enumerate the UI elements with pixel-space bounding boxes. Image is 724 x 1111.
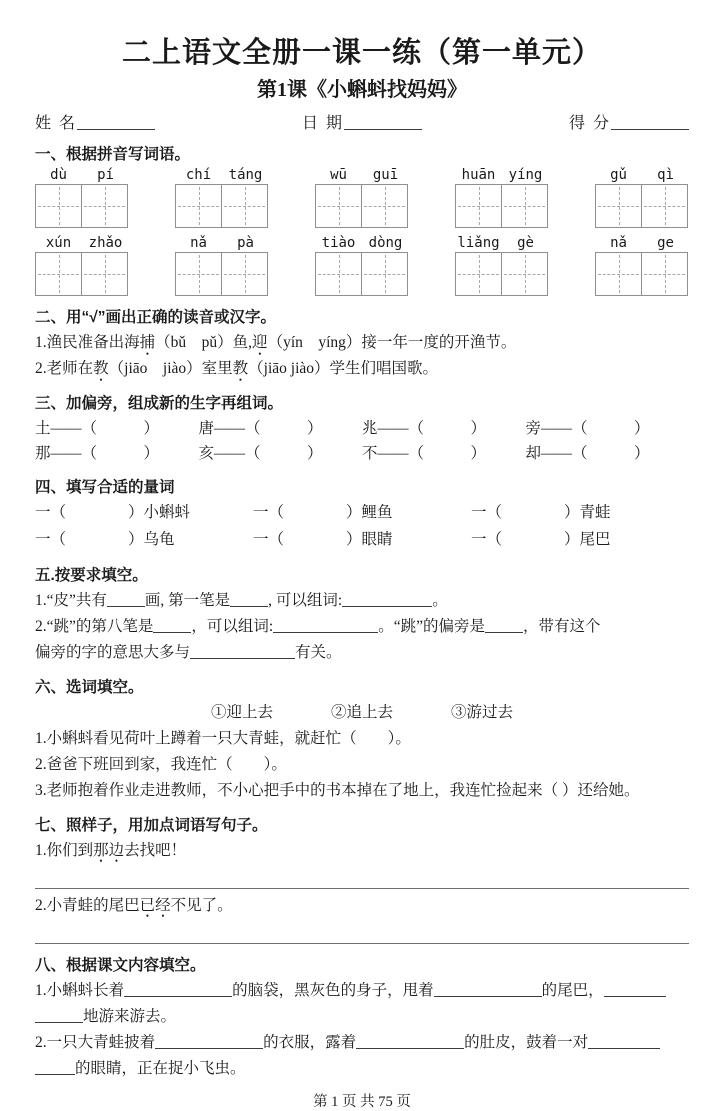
- answer-line[interactable]: [35, 919, 689, 944]
- pinyin-syllable: nǎ: [610, 235, 627, 251]
- page-title: 二上语文全册一课一练（第一单元）: [121, 37, 602, 69]
- text-segment: 地游来游去。: [83, 1007, 177, 1025]
- pinyin-word-group: [455, 167, 549, 228]
- text-segment: （jiāo jiào）室里: [108, 360, 233, 378]
- pinyin-syllable: tiào: [321, 235, 356, 251]
- writing-grid[interactable]: [455, 184, 549, 228]
- pinyin-label: [315, 235, 409, 251]
- grid-cell[interactable]: [595, 252, 642, 296]
- measure-row-1: [35, 500, 689, 527]
- pinyin-label: [595, 167, 689, 183]
- cloze-sentence: [35, 1056, 689, 1082]
- measure-item: 一（ ）青蛙: [471, 504, 611, 522]
- text-segment: （bǔ pǔ）鱼,: [155, 334, 253, 351]
- blank-line[interactable]: [35, 1059, 75, 1075]
- text-segment: 的尾巴，: [541, 981, 604, 999]
- radical-item: 那——（ ）: [35, 445, 160, 463]
- cloze-sentence: [35, 1004, 689, 1030]
- grid-cell[interactable]: [175, 184, 222, 228]
- measure-item: 一（ ）乌龟: [35, 530, 175, 548]
- pinyin-label: [35, 235, 129, 251]
- writing-grid[interactable]: [175, 252, 269, 296]
- grid-cell[interactable]: [315, 252, 362, 296]
- dotted-word: 捕: [139, 334, 156, 351]
- grid-cell[interactable]: [175, 252, 222, 296]
- grid-cell[interactable]: [502, 252, 548, 296]
- page-number: 第 1 页 共 75 页: [313, 1094, 411, 1110]
- pinyin-syllable: pí: [97, 167, 114, 183]
- pinyin-label: [455, 235, 549, 251]
- text-segment: 的脑袋，黑灰色的身子，甩着: [232, 981, 434, 999]
- pinyin-word-group: [315, 235, 409, 296]
- date-field: [302, 110, 422, 133]
- pinyin-word-group: [35, 167, 129, 228]
- blank-line[interactable]: [604, 981, 666, 997]
- word-option: ①迎上去: [210, 703, 273, 721]
- fill-blank-sentence: [35, 588, 689, 614]
- grid-cell[interactable]: [315, 184, 362, 228]
- measure-item: 一（ ）尾巴: [471, 530, 611, 548]
- writing-grid[interactable]: [175, 184, 269, 228]
- writing-grid[interactable]: [315, 252, 409, 296]
- score-field: [569, 110, 689, 133]
- text-segment: 的肚皮，鼓着一对: [464, 1033, 589, 1051]
- dotted-word: 迎: [252, 334, 268, 351]
- name-field: [35, 110, 155, 133]
- blank-line[interactable]: [124, 981, 232, 997]
- blank-line[interactable]: [230, 591, 268, 607]
- word-option: ②追上去: [330, 703, 393, 721]
- pinyin-word-group: [35, 235, 129, 296]
- choice-sentence: 1.小蝌蚪看见荷叶上蹲着一只大青蛙，就赶忙（ ）。: [35, 729, 411, 747]
- pinyin-syllable: dòng: [368, 235, 403, 251]
- text-segment: 1.“皮”共有: [35, 591, 107, 609]
- text-segment: 有关。: [295, 643, 342, 661]
- pinyin-syllable: liǎng: [457, 235, 500, 251]
- pinyin-word-group: [455, 235, 549, 296]
- grid-cell[interactable]: [362, 184, 408, 228]
- text-segment: 1.你们到: [35, 841, 94, 859]
- pinyin-syllable: pà: [237, 235, 254, 251]
- text-segment: 的眼睛，正在捉小飞虫。: [75, 1059, 246, 1077]
- dotted-word: 那边: [93, 841, 125, 859]
- exercise-sentence: [35, 330, 689, 356]
- pinyin-syllable: gè: [517, 235, 534, 251]
- grid-cell[interactable]: [455, 184, 502, 228]
- grid-cell[interactable]: [455, 252, 502, 296]
- blank-line[interactable]: [155, 1033, 263, 1049]
- section-3-heading: 三、加偏旁，组成新的生字再组词。: [35, 395, 284, 413]
- pinyin-syllable: huān: [461, 167, 496, 183]
- text-segment: （jiāo jiào）学生们唱国歌。: [248, 360, 439, 378]
- grid-cell[interactable]: [35, 184, 82, 228]
- text-segment: 2.老师在: [35, 360, 94, 378]
- exercise-sentence: [35, 356, 689, 382]
- cloze-sentence: [35, 978, 689, 1004]
- pinyin-label: [455, 167, 549, 183]
- radical-item: 旁——（ ）: [525, 420, 650, 438]
- fill-blank-sentence: [35, 614, 689, 640]
- pinyin-syllable: qì: [657, 167, 674, 183]
- writing-grid[interactable]: [315, 184, 409, 228]
- answer-line[interactable]: [35, 864, 689, 889]
- measure-row-2: [35, 527, 689, 554]
- pinyin-syllable: dù: [50, 167, 67, 183]
- dotted-word: 教: [232, 360, 249, 378]
- radical-item: 却——（ ）: [525, 445, 650, 463]
- writing-grid[interactable]: [595, 184, 689, 228]
- grid-cell[interactable]: [82, 184, 128, 228]
- text-segment: 画, 第一笔是: [144, 591, 231, 609]
- radical-item: 亥——（ ）: [198, 445, 323, 463]
- blank-line[interactable]: [434, 981, 542, 997]
- writing-grid[interactable]: [455, 252, 549, 296]
- radical-item: 不——（ ）: [362, 445, 487, 463]
- pinyin-label: [35, 167, 129, 183]
- text-segment: , 可以组词:: [268, 591, 343, 609]
- blank-line[interactable]: [107, 591, 145, 607]
- text-segment: ，带有这个: [522, 617, 601, 635]
- lesson-subtitle: 第1课《小蝌蚪找妈妈》: [257, 79, 467, 101]
- section-6-heading: 六、选词填空。: [35, 678, 144, 696]
- pinyin-syllable: táng: [228, 167, 263, 183]
- text-segment: （yín yíng）接一年一度的开渔节。: [267, 334, 517, 351]
- blank-line[interactable]: [190, 643, 295, 659]
- grid-cell[interactable]: [502, 184, 548, 228]
- radical-row-1: [35, 416, 689, 441]
- score-label: 得 分: [568, 115, 611, 132]
- section-8-heading: 八、根据课文内容填空。: [35, 956, 206, 974]
- dotted-word: 已经: [139, 896, 171, 914]
- fill-blank-sentence: [35, 640, 689, 666]
- section-2-heading: 二、用“√”画出正确的读音或汉字。: [35, 309, 277, 326]
- blank-line[interactable]: [588, 1033, 660, 1049]
- writing-grid[interactable]: [35, 252, 129, 296]
- pinyin-word-group: [175, 167, 269, 228]
- choice-sentence: 3.老师抱着作业走进教师，不小心把手中的书本掉在了地上，我连忙捡起来（ ）还给她。: [35, 781, 640, 799]
- blank-line[interactable]: [342, 591, 432, 607]
- section-1-heading: 一、根据拼音写词语。: [35, 146, 191, 163]
- pinyin-row-1: [35, 167, 689, 228]
- section-5-heading: 五.按要求填空。: [35, 566, 148, 584]
- pinyin-syllable: nǎ: [190, 235, 207, 251]
- measure-item: 一（ ）眼睛: [253, 530, 393, 548]
- measure-item: 一（ ）鲤鱼: [253, 504, 393, 522]
- grid-cell[interactable]: [35, 252, 82, 296]
- text-segment: 2.小青蛙的尾巴: [35, 896, 140, 914]
- pinyin-label: [315, 167, 409, 183]
- text-segment: 。: [432, 591, 448, 609]
- text-segment: 的衣服，露着: [263, 1033, 357, 1051]
- grid-cell[interactable]: [362, 252, 408, 296]
- radical-row-2: [35, 441, 689, 466]
- pinyin-syllable: guī: [372, 167, 399, 183]
- measure-item: 一（ ）小蝌蚪: [35, 504, 191, 522]
- pinyin-syllable: xún: [45, 235, 72, 251]
- example-sentence: [35, 893, 689, 919]
- text-segment: 偏旁的字的意思大多与: [35, 643, 191, 661]
- blank-line[interactable]: [485, 617, 523, 633]
- text-segment: 。“跳”的偏旁是: [378, 617, 485, 635]
- grid-cell[interactable]: [222, 252, 268, 296]
- writing-grid[interactable]: [595, 252, 689, 296]
- text-segment: 2.“跳”的第八笔是: [35, 617, 154, 635]
- pinyin-syllable: yíng: [508, 167, 543, 183]
- pinyin-syllable: zhǎo: [88, 235, 123, 251]
- radical-item: 兆——（ ）: [362, 420, 487, 438]
- pinyin-label: [595, 235, 689, 251]
- text-segment: 不见了。: [170, 896, 233, 914]
- pinyin-label: [175, 235, 269, 251]
- cloze-sentence: [35, 1030, 689, 1056]
- grid-cell[interactable]: [642, 252, 688, 296]
- date-label: 日 期: [301, 115, 344, 132]
- pinyin-word-group: [315, 167, 409, 228]
- choice-sentence: 2.爸爸下班回到家，我连忙（ ）。: [35, 755, 287, 773]
- section-4-heading: 四、填写合适的量词: [35, 479, 175, 497]
- pinyin-label: [175, 167, 269, 183]
- radical-item: 土——（ ）: [35, 420, 160, 438]
- blank-line[interactable]: [153, 617, 191, 633]
- radical-item: 唐——（ ）: [198, 420, 323, 438]
- text-segment: 1.小蝌蚪长着: [35, 981, 125, 999]
- date-blank[interactable]: [344, 114, 422, 130]
- header-fields: [35, 110, 689, 133]
- dotted-word: 教: [93, 360, 109, 378]
- word-option: ③游过去: [451, 703, 514, 721]
- name-label: 姓 名: [35, 115, 78, 132]
- name-blank[interactable]: [77, 114, 155, 130]
- pinyin-syllable: ge: [657, 235, 674, 251]
- pinyin-syllable: gǔ: [610, 167, 627, 183]
- grid-cell[interactable]: [642, 184, 688, 228]
- text-segment: 1.渔民准备出海: [35, 334, 140, 351]
- section-7-heading: 七、照样子，用加点词语写句子。: [35, 816, 268, 834]
- grid-cell[interactable]: [222, 184, 268, 228]
- text-segment: ，可以组词:: [191, 617, 274, 635]
- pinyin-word-group: [175, 235, 269, 296]
- pinyin-syllable: wū: [330, 167, 347, 183]
- pinyin-row-2: [35, 235, 689, 296]
- blank-line[interactable]: [35, 1007, 83, 1023]
- example-sentence: [35, 838, 689, 864]
- blank-line[interactable]: [356, 1033, 464, 1049]
- text-segment: 2.一只大青蛙披着: [35, 1033, 156, 1051]
- pinyin-word-group: [595, 167, 689, 228]
- blank-line[interactable]: [273, 617, 378, 633]
- grid-cell[interactable]: [82, 252, 128, 296]
- word-options: [35, 700, 689, 726]
- pinyin-word-group: [595, 235, 689, 296]
- text-segment: 去找吧！: [124, 841, 187, 859]
- score-blank[interactable]: [611, 114, 689, 130]
- writing-grid[interactable]: [35, 184, 129, 228]
- pinyin-syllable: chí: [185, 167, 212, 183]
- grid-cell[interactable]: [595, 184, 642, 228]
